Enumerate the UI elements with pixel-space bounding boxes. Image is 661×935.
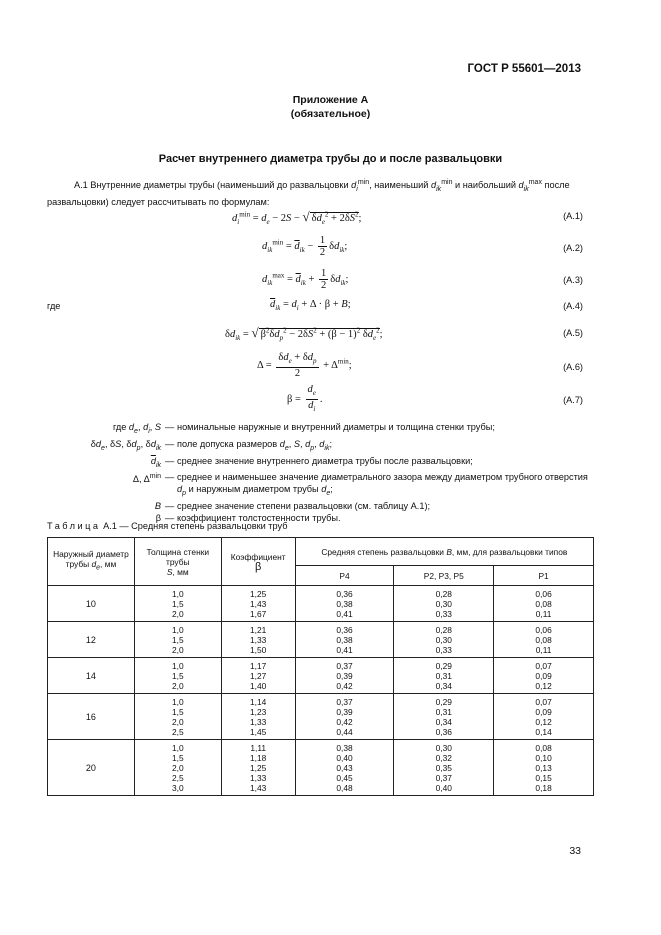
header-wall-thickness: Толщина стенки трубы S, мм [134,538,221,586]
cell-coefficient [221,740,295,796]
cell-p4 [295,740,394,796]
where-label: где [47,301,61,311]
table-value: 0,36 [336,589,353,599]
table-value: 0,06 [535,589,552,599]
table-value: 2,0 [171,681,184,691]
appendix-title: Приложение А [292,94,369,106]
table-value: 0,32 [435,753,452,763]
definition-item: $\delta d_e$, δS, $\delta d_p$, $\delta d_{ik}$ — поле допуска размеров $d_e$, S, $d_p$, $d_{ik}$; [90,438,333,452]
definitions-list [47,421,592,524]
table-value: 1,43 [250,599,267,609]
table-value: 1,50 [250,645,267,655]
table-value: 1,17 [250,661,267,671]
formula-number-2: (А.2) [563,243,583,253]
definition-item: Δ, $\Delta^{min}$ — среднее и наименьшее значение диаметрального зазора между диаметром трубного отверстия $d_p$ и наружным диаметром трубы $d_e$; [132,472,588,498]
cell-p235 [394,586,494,622]
table-value: 0,28 [435,625,452,635]
table-value: 0,14 [535,727,552,737]
table-value: 0,36 [336,625,353,635]
table-value: 1,0 [171,743,184,753]
intro-text-3: и наибольший [452,180,519,191]
table-value: 1,27 [250,671,267,681]
table-value: 3,0 [171,783,184,793]
table-value: 0,38 [336,635,353,645]
table-value: 0,08 [535,599,552,609]
intro-text-1: А.1 Внутренние диаметры трубы (наименьший до развальцовки [74,180,352,191]
table-value: 1,0 [171,661,184,671]
formula-a2: $d_{ik}^{min} = \overline{d}_{ik}$ − $\frac{1}{2}$ $\delta d_{ik}$; [262,235,348,258]
cell-outer-diameter: 10 [48,586,135,622]
table-row [48,740,594,796]
cell-coefficient [221,586,295,622]
table-row [48,622,594,658]
cell-outer-diameter: 12 [48,622,135,658]
table-value: 0,09 [535,707,552,717]
definition-item: $\overline{d}_{ik}$ — среднее значение внутреннего диаметра трубы после развальцовки; [150,455,473,469]
table-value: 1,18 [250,753,267,763]
formula-a5: $\delta d_{ik}$ = √ $\beta^2\delta d_p^2 - 2\delta S^2 + (\beta - 1)^2$ $\delta d_e^2$; [225,325,383,343]
cell-p1 [494,740,594,796]
section-title: Расчет внутреннего диаметра трубы до и после развальцовки [158,153,503,165]
table-value: 2,0 [171,645,184,655]
table-value: 0,30 [435,743,452,753]
formula-number-7: (А.7) [563,395,583,405]
formula-a7: β = $\frac{d_e}{d_i}$ . [287,384,323,414]
table-value: 0,11 [535,645,552,655]
table-value: 1,33 [250,635,267,645]
table-value: 0,13 [535,763,552,773]
flaring-degree-table [47,537,594,796]
cell-wall-thickness [134,694,221,740]
header-p4: Р4 [295,566,394,586]
table-row [48,694,594,740]
table-value: 1,45 [250,727,267,737]
table-value: 0,10 [535,753,552,763]
cell-p4 [295,586,394,622]
table-value: 1,5 [171,707,184,717]
intro-paragraph: А.1 Внутренние диаметры трубы (наименьший до развальцовки $d_i^{min}$, наименьший $d_{ik}^{min}$ и наибольший $d_{ik}^{max}$ после развальцовки) следует рассчитывать по формулам: [47,179,570,208]
cell-wall-thickness [134,658,221,694]
table-value: 1,0 [171,589,184,599]
header-p235: Р2, Р3, Р5 [394,566,494,586]
table-value: 1,67 [250,609,267,619]
table-value: 0,34 [435,681,452,691]
formula-number-6: (А.6) [563,362,583,372]
cell-p235 [394,658,494,694]
cell-outer-diameter: 14 [48,658,135,694]
table-value: 0,37 [336,697,353,707]
table-value: 0,09 [535,671,552,681]
appendix-subtitle: (обязательное) [290,108,371,120]
intro-text-2: , наименьший [369,180,431,191]
definition-item: β — коэффициент толстостенности трубы. [155,513,341,524]
header-flaring-group: Средняя степень развальцовки B, мм, для развальцовки типов [295,538,593,566]
table-value: 0,33 [435,645,452,655]
table-caption: Таблица А.1 — Средняя степень развальцовки труб [47,521,288,531]
cell-p1 [494,622,594,658]
cell-outer-diameter: 16 [48,694,135,740]
table-value: 0,29 [435,697,452,707]
table-value: 0,12 [535,681,552,691]
table-value: 1,33 [250,773,267,783]
table-value: 1,43 [250,783,267,793]
cell-p235 [394,694,494,740]
table-value: 2,5 [171,727,184,737]
table-value: 0,30 [435,635,452,645]
cell-p4 [295,694,394,740]
table-value: 0,41 [336,645,353,655]
table-value: 0,39 [336,707,353,717]
table-value: 0,37 [336,661,353,671]
cell-wall-thickness [134,586,221,622]
table-value: 1,33 [250,717,267,727]
formula-a3: $d_{ik}^{max} = \overline{d}_{ik}$ + $\frac{1}{2}$ $\delta d_{ik}$; [262,268,349,291]
header-outer-diameter: Наружный диаметр трубы $d_e$, мм [48,538,135,586]
table-value: 0,31 [435,671,452,681]
formula-a6: Δ = $\frac{\delta d_e + \delta d_p}{2}$ + $\Delta^{min}$; [257,352,352,380]
table-value: 0,07 [535,661,552,671]
formula-number-5: (А.5) [563,328,583,338]
table-value: 1,14 [250,697,267,707]
table-value: 0,33 [435,609,452,619]
table-value: 1,0 [171,697,184,707]
cell-wall-thickness [134,622,221,658]
table-value: 0,40 [336,753,353,763]
table-value: 0,35 [435,763,452,773]
intro-text-4: после развальцовки) следует рассчитывать по формулам: [47,180,570,208]
formula-number-4: (А.4) [563,301,583,311]
standard-number: ГОСТ Р 55601—2013 [467,63,581,75]
table-value: 1,5 [171,599,184,609]
cell-wall-thickness [134,740,221,796]
table-value: 0,48 [336,783,353,793]
header-p1: Р1 [494,566,594,586]
table-value: 1,25 [250,589,267,599]
table-value: 0,18 [535,783,552,793]
definition-item: B — среднее значение степени развальцовки (см. таблицу А.1); [154,501,431,512]
table-value: 0,12 [535,717,552,727]
cell-p1 [494,694,594,740]
formula-number-1: (А.1) [563,211,583,221]
table-value: 1,5 [171,635,184,645]
table-value: 1,0 [171,625,184,635]
cell-p1 [494,658,594,694]
table-value: 0,45 [336,773,353,783]
cell-p4 [295,622,394,658]
cell-coefficient [221,622,295,658]
table-value: 2,0 [171,609,184,619]
table-value: 0,28 [435,589,452,599]
table-value: 2,0 [171,717,184,727]
header-coefficient: Коэффициент β [221,538,295,586]
table-value: 0,08 [535,743,552,753]
table-value: 1,5 [171,753,184,763]
table-value: 0,15 [535,773,552,783]
appendix-heading [0,93,661,121]
formula-a4: $\overline{d}_{ik} = d_i + \Delta \cdot \beta + B$; [270,299,351,313]
table-row [48,658,594,694]
cell-p4 [295,658,394,694]
table-value: 0,43 [336,763,353,773]
table-value: 0,37 [435,773,452,783]
table-value: 0,39 [336,671,353,681]
cell-p235 [394,740,494,796]
cell-p235 [394,622,494,658]
table-value: 0,08 [535,635,552,645]
table-value: 0,44 [336,727,353,737]
table-row [48,586,594,622]
table-value: 0,40 [435,783,452,793]
table-value: 1,21 [250,625,267,635]
cell-p1 [494,586,594,622]
table-value: 0,06 [535,625,552,635]
table-value: 2,0 [171,763,184,773]
page-number: 33 [569,845,581,857]
formula-a1: $d_i^{min} = d_e - 2S$ − √ $\delta d_e^2 + 2\delta S^2$; [232,209,362,227]
table-value: 1,5 [171,671,184,681]
cell-coefficient [221,694,295,740]
table-value: 0,11 [535,609,552,619]
cell-coefficient [221,658,295,694]
table-value: 1,23 [250,707,267,717]
table-value: 1,25 [250,763,267,773]
table-value: 0,38 [336,743,353,753]
definition-item: где $d_e$, $d_i$, S — номинальные наружные и внутренний диаметры и толщина стенки трубы; [112,422,495,435]
table-value: 0,30 [435,599,452,609]
table-value: 0,31 [435,707,452,717]
table-value: 0,42 [336,681,353,691]
cell-outer-diameter: 20 [48,740,135,796]
table-value: 0,42 [336,717,353,727]
table-value: 1,40 [250,681,267,691]
table-value: 2,5 [171,773,184,783]
table-value: 1,11 [250,743,267,753]
table-value: 0,36 [435,727,452,737]
table-value: 0,38 [336,599,353,609]
table-value: 0,41 [336,609,353,619]
formula-number-3: (А.3) [563,275,583,285]
table-value: 0,34 [435,717,452,727]
table-value: 0,07 [535,697,552,707]
table-value: 0,29 [435,661,452,671]
